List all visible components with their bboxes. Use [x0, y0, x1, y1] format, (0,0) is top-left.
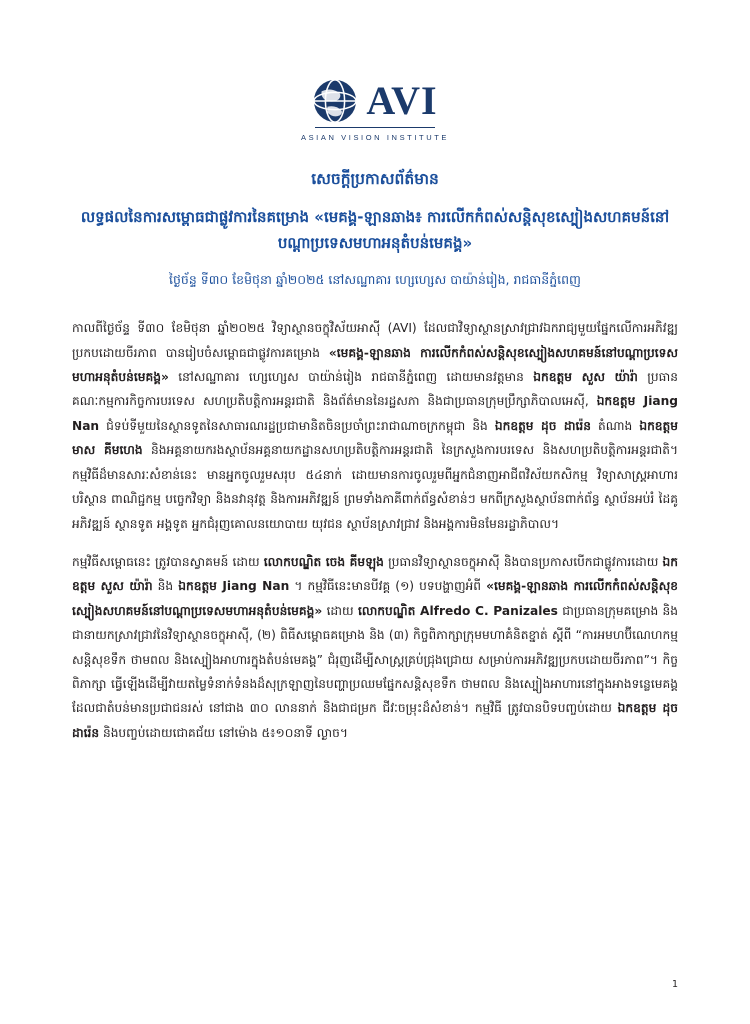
text-run: ប្រធានគណៈកម្មការកិច្ចការបរទេស សហប្រតិបត្តិការអន្តរជាតិ និងព័ត៌មាននៃរដ្ឋសភា និងជាប្រធានក្រុមប្រឹក្សាភិបាលអេស៊ី, [72, 370, 678, 409]
avi-logo [72, 78, 678, 142]
text-run: ដោយ [322, 603, 358, 618]
highlighted-text: លោកបណ្ឌិត ចេង គីមឡុង [263, 554, 384, 569]
text-run: ជាប្រធានក្រុមគម្រោង និងជានាយកស្រាវជ្រាវនៃវិទ្យាស្ថានចក្ខុអាស៊ី, (២) ពិធីសម្ពោធគម្រោង និង (៣) កិច្ចពិភាក្សាក្រុមមហាគំនិតខ្នាត់ ស្ដីពី “ការអមហប៊ីណេហកម្ម សន្តិសុខទឹក ថាមពល និងស្បៀងអាហារក្នុងតំបន់មេគង្គ” ជំរុញដើម្បីសាស្ត្រគ្រប់ជ្រុងជ្រោយ សម្រាប់ការអភិវឌ្ឍប្រកបដោយចីរភាព”។ កិច្ចពិភាក្សា ធ្វើឡើងដើម្បីវាយតម្លៃទំនាក់ទំនងដ៏សុក្រឡាញនៃបញ្ហាប្រឈមផ្នែកសន្តិសុខទឹក ថាមពល និងស្បៀងអាហារនៅក្នុងអាងទន្លេមេគង្គ ដែលជាតំបន់មានប្រជាជនរស់ នៅជាង ៣០ លាននាក់ និងជាជម្រក ជីវៈចម្រុះដ៏សំខាន់។ កម្មវិធី ត្រូវបានបិទបញ្ចប់ដោយ [72, 603, 679, 716]
paragraph-2 [72, 550, 678, 745]
logo-row [312, 78, 437, 124]
highlighted-text: លោកបណ្ឌិត Alfredo C. Panizales [357, 603, 558, 618]
text-run: និងអគ្គនាយករងស្ថាប័នអគ្គនាយកដ្ឋានសហប្រតិបត្តិការអន្តរជាតិ នៃក្រសួងការបរទេស និងសហប្រតិបត្តិការអន្តរជាតិ។ កម្មវិធីដ៏មានសារៈសំខាន់នេះ មានអ្នកចូលរួមសរុប ៥៤នាក់ ដោយមានការចូលរួមពីអ្នកជំនាញអាជីពវិស័យកសិកម្ម វិទ្យាសាស្ត្រអាហារ បរិស្ថាន ពាណិជ្ជកម្ម បច្ចេកវិទ្យា និងនវានុវត្ត និងការអភិវឌ្ឍន៍ ព្រមទាំងភាគីពាក់ព័ន្ធសំខាន់ៗ មកពីក្រសួងស្ថាប័នពាក់ព័ន្ធ ស្ថាប័នអប់រំ ដៃគូអភិវឌ្ឍន៍ ស្ថានទូត អង្គទូត អ្នកជំរុញគោលនយោបាយ យុវជន ស្ថាប័នស្រាវជ្រាវ និងអង្គការមិនមែនរដ្ឋាភិបាល។ [72, 443, 678, 531]
text-run: កម្មវិធីសម្ពោធនេះ ត្រូវបានស្វាគមន៍ ដោយ [72, 554, 264, 569]
body-text [72, 316, 678, 745]
highlighted-text: ឯកឧត្តម មាស គីមហេង [72, 418, 679, 458]
text-run: តំណាង [590, 418, 640, 433]
text-run: ជំទប់ទីមួយនៃស្ថានទូតនៃសាធារណរដ្ឋប្រជាមានិតចិនប្រចាំព្រះរាជាណាចក្រកម្ពុជា និង [99, 418, 495, 433]
text-run: កាលពីថ្ងៃច័ន្ទ ទី៣០ ខែមិថុនា ឆ្នាំ២០២៥ វិទ្យាស្ថានចក្ខុវិស័យអាស៊ី (AVI) ដែលជាវិទ្យាស្ថានស្រាវជ្រាវឯករាជ្យមួយផ្នែកលើការអភិវឌ្ឍប្រកបដោយចីរភាព បានរៀបចំសម្ពោធជាផ្លូវការគម្រោង [72, 321, 678, 360]
logo-tagline: ASIAN VISION INSTITUTE [300, 133, 450, 142]
globe-icon [312, 78, 358, 124]
highlighted-text: ឯកឧត្តម ដុច ដារ៉េន [494, 418, 591, 433]
text-run: ។ កម្មវិធីនេះមានបីវគ្គ (១) បទបង្ហាញអំពី [289, 579, 487, 594]
highlighted-text: ឯកឧត្តម Jiang Nan [178, 579, 290, 594]
press-release-kicker: សេចក្តីប្រកាសព័ត៌មាន [311, 170, 439, 188]
highlighted-text: «មេគង្គ-ឡានឆាង ការលើកកំពស់សន្តិសុខស្បៀងសហគមន៍នៅបណ្ដាប្រទេសមហាអនុតំបន់មេគង្គ» [72, 345, 679, 385]
text-run: និងបញ្ចប់ដោយជោគជ័យ នៅម៉ោង ៥៖១០នាទី ល្ងាច។ [99, 725, 348, 740]
highlighted-text: ឯកឧត្តម សួស យ៉ារ៉ា [533, 370, 638, 385]
page-title: លទ្ធផលនៃការសម្ពោធជាផ្លូវការនៃគម្រោង «មេគង្គ-ឡានឆាង៖ ការលើកកំពស់សន្តិសុខស្បៀងសហគមន៍នៅបណ្ដាប្រទេសមហាអនុតំបន់មេគង្គ» [80, 208, 670, 252]
logo-wordmark: AVI [366, 78, 438, 123]
paragraph-1 [72, 316, 678, 536]
highlighted-text: ឯកឧត្តម Jiang Nan [72, 394, 678, 433]
highlighted-text: ឯកឧត្តម សួស យ៉ារ៉ា [72, 554, 678, 594]
text-run: និង [152, 579, 179, 594]
text-run: នៅសណ្ឋាគារ ហ្សេហ្សេស បាយ៉ាន់រៀង រាជធានីភ្នំពេញ ដោយមានវត្តមាន [168, 370, 534, 385]
text-run: ប្រធានវិទ្យាស្ថានចក្ខុអាស៊ី និងបានប្រកាសបើកជាផ្លូវការដោយ [383, 554, 663, 569]
page-number: 1 [671, 979, 678, 990]
event-subtitle: ថ្ងៃច័ន្ទ ទី៣០ ខែមិថុនា ឆ្នាំ២០២៥ នៅសណ្ឋាគារ ហ្សេហ្សេស បាយ៉ាន់រៀង, រាជធានីភ្នំពេញ [169, 272, 581, 288]
highlighted-text: «មេគង្គ-ឡានឆាង ការលើកកំពស់សន្តិសុខស្បៀងសហគមន៍នៅបណ្ដាប្រទេសមហាអនុតំបន់មេគង្គ» [72, 579, 678, 618]
logo-divider [315, 127, 435, 128]
highlighted-text: ឯកឧត្តម ដុច ដារ៉េន [72, 701, 678, 740]
